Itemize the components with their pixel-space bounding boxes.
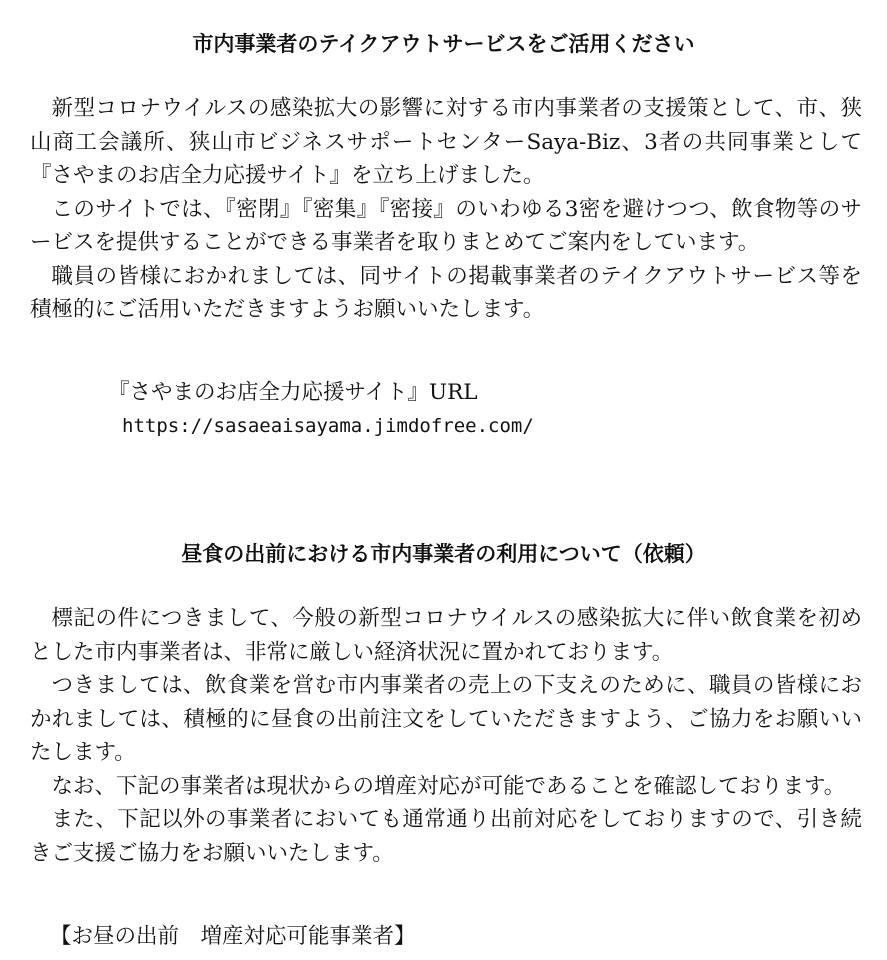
section2-paragraph-1: 標記の件につきまして、今般の新型コロナウイルスの感染拡大に伴い飲食業を初めとした市内事業者は、非常に厳しい経済状況に置かれております。 <box>30 606 862 665</box>
list-heading: 【お昼の出前 増産対応可能事業者】 <box>50 924 416 949</box>
site-url-label: 『さやまのお店全力応援サイト』URL <box>108 380 478 405</box>
section2-paragraph-2: つきましては、飲食業を営む市内事業者の売上の下支えのために、職員の皆様におかれましては、積極的に昼食の出前注文をしていただきますよう、ご協力をお願いいたします。 <box>30 673 862 765</box>
section2-title: 昼食の出前における市内事業者の利用について（依頼） <box>181 542 706 566</box>
section1-body <box>30 92 862 327</box>
site-url-link[interactable]: https://sasaeaisayama.jimdofree.com/ <box>122 415 534 437</box>
section1-paragraph-3: 職員の皆様におかれましては、同サイトの掲載事業者のテイクアウトサービス等を積極的にご活用いただきますようお願いいたします。 <box>30 263 862 322</box>
section2-body <box>30 602 862 870</box>
section2-paragraph-4: また、下記以外の事業者においても通常通り出前対応をしておりますので、引き続きご支援ご協力をお願いいたします。 <box>30 807 862 866</box>
section1-title: 市内事業者のテイクアウトサービスをご活用ください <box>192 32 695 56</box>
section2-paragraph-3: なお、下記の事業者は現状からの増産対応が可能であることを確認しております。 <box>51 773 846 799</box>
section1-paragraph-1: 新型コロナウイルスの感染拡大の影響に対する市内事業者の支援策として、市、狭山商工会議所、狭山市ビジネスサポートセンターSaya-Biz、3者の共同事業として『さやまのお店全力応援サイト』を立ち上げました。 <box>30 96 862 188</box>
section1-paragraph-2: このサイトでは、『密閉』『密集』『密接』のいわゆる3密を避けつつ、飲食物等のサービスを提供することができる事業者を取りまとめてご案内をしています。 <box>30 196 862 255</box>
